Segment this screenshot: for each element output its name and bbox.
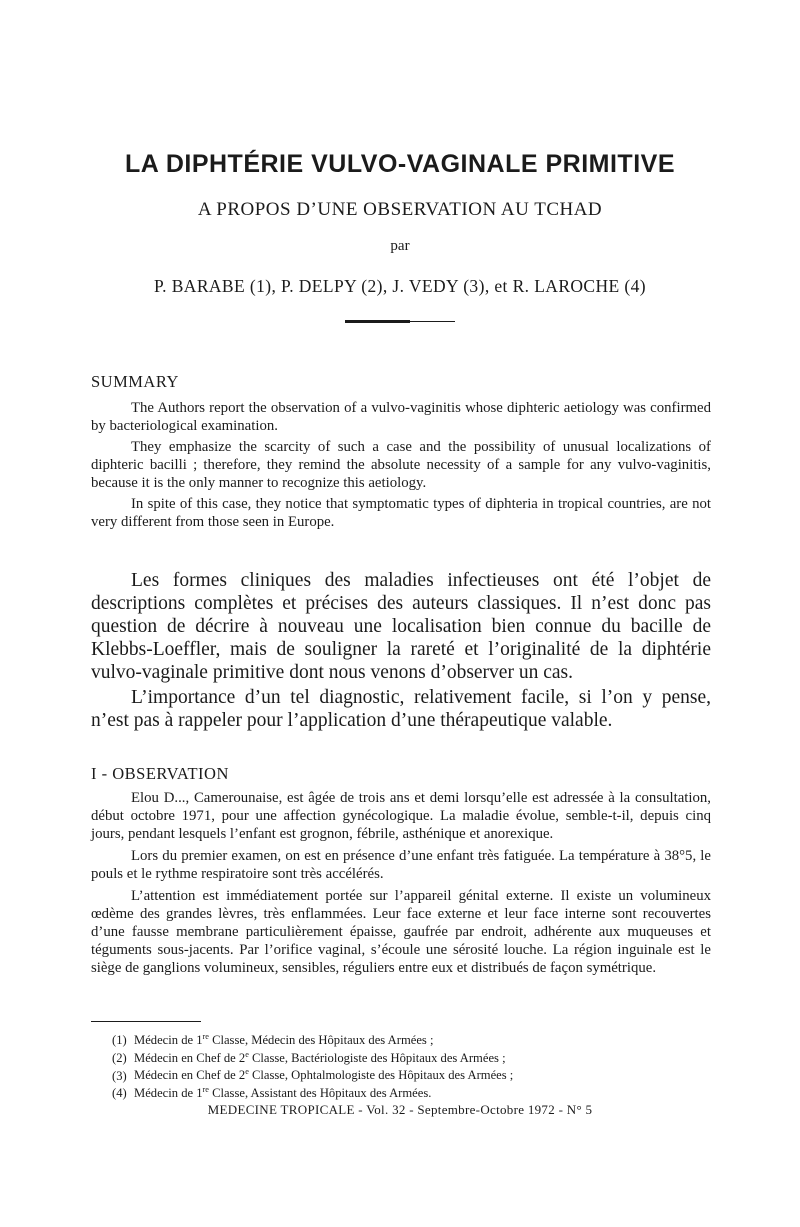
footnote-text: Médecin de 1	[134, 1033, 203, 1048]
summary-paragraph: The Authors report the observation of a vulvo-vaginitis whose diphteric aetiology was confirmed by bacteriological examination.	[91, 400, 711, 434]
observation-body	[91, 789, 711, 977]
by-line-word: par	[390, 238, 410, 254]
footnote-text: Classe, Assistant des Hôpitaux des Armées.	[208, 1086, 432, 1101]
introduction-body	[91, 569, 711, 732]
footnote	[112, 1048, 672, 1066]
footnote-number: (2)	[112, 1050, 127, 1065]
footnote-superscript: re	[202, 1032, 209, 1041]
intro-paragraph: L’importance d’un tel diagnostic, relativement facile, si l’on y pense, n’est pas à rappeler pour l’application d’une thérapeutique valable.	[91, 687, 711, 731]
footnote-number: (4)	[112, 1086, 127, 1101]
observation-paragraph: Elou D..., Camerounaise, est âgée de trois ans et demi lorsqu’elle est adressée à la consultation, début octobre 1971, pour une affection gynécologique. La maladie évolue, semble-t-il, depuis cinq jours, pendant lesquels l’enfant est grognon, fébrile, asthénique et anorexique.	[91, 790, 711, 842]
footnotes	[112, 1030, 672, 1101]
summary-paragraph: They emphasize the scarcity of such a case and the possibility of unusual localizations of diphteric bacilli ; therefore, they remind the absolute necessity of a sample for any vulvo-vaginitis, because it is the only manner to recognize this aetiology.	[91, 439, 711, 491]
summary-paragraph: In spite of this case, they notice that symptomatic types of diphteria in tropical countries, are not very different from those seen in Europe.	[91, 496, 711, 530]
footnote	[112, 1065, 672, 1083]
footnote-superscript: e	[245, 1049, 249, 1059]
summary-heading: SUMMARY	[91, 372, 179, 391]
summary-body	[91, 399, 711, 531]
footnote-divider	[91, 1021, 201, 1022]
footnote-text: Classe, Ophtalmologiste des Hôpitaux des Armées ;	[248, 1068, 514, 1083]
footnote-text: Médecin en Chef de 2	[134, 1068, 246, 1083]
footnote-number: (3)	[112, 1068, 127, 1083]
author-list: P. BARABE (1), P. DELPY (2), J. VEDY (3), et R. LAROCHE (4)	[153, 276, 647, 296]
footnote-text: Classe, Bactériologiste des Hôpitaux des Armées ;	[248, 1050, 506, 1065]
observation-heading: I - OBSERVATION	[91, 764, 229, 783]
footnote-text: Médecin de 1	[134, 1086, 203, 1101]
observation-paragraph: L’attention est immédiatement portée sur l’appareil génital externe. Il existe un volumineux œdème des grandes lèvres, très enflammées. Leur face externe et leur face interne sont recouvertes d’une fausse membrane particulièrement épaisse, gaufrée par endroit, adhérente aux muqueuses et téguments sous-jacents. Par l’orifice vaginal, s’écoule une sérosité louche. La région inguinale est le siège de ganglions volumineux, sensibles, réguliers entre eux et distribués de façon symétrique.	[91, 888, 711, 976]
observation-paragraph: Lors du premier examen, on est en présence d’une enfant très fatiguée. La température à 38°5, le pouls et le rythme respiratoire sont très accélérés.	[91, 848, 711, 882]
footnote	[112, 1083, 672, 1101]
footnote-number: (1)	[112, 1033, 127, 1048]
footnote-superscript: re	[202, 1085, 209, 1095]
footnote-text: Médecin en Chef de 2	[134, 1050, 246, 1065]
article-title: LA DIPHTÉRIE VULVO-VAGINALE PRIMITIVE	[124, 150, 675, 178]
journal-footer: MEDECINE TROPICALE - Vol. 32 - Septembre-Octobre 1972 - N° 5	[207, 1102, 593, 1117]
intro-paragraph: Les formes cliniques des maladies infectieuses ont été l’objet de descriptions complètes et précises des auteurs classiques. Il n’est donc pas question de décrire à nouveau une localisation bien connue du bacille de Klebbs-Loeffler, mais de souligner la rareté et l’originalité de la diphtérie vulvo-vaginale primitive dont nous venons d’observer un cas.	[91, 570, 711, 683]
footnote-superscript: e	[245, 1067, 249, 1077]
title-divider-thick	[345, 320, 410, 323]
footnote-text: Classe, Médecin des Hôpitaux des Armées ;	[208, 1033, 434, 1048]
title-divider-thin	[410, 321, 455, 322]
article-subtitle: A PROPOS D’UNE OBSERVATION AU TCHAD	[197, 199, 603, 220]
footnote	[112, 1030, 672, 1048]
